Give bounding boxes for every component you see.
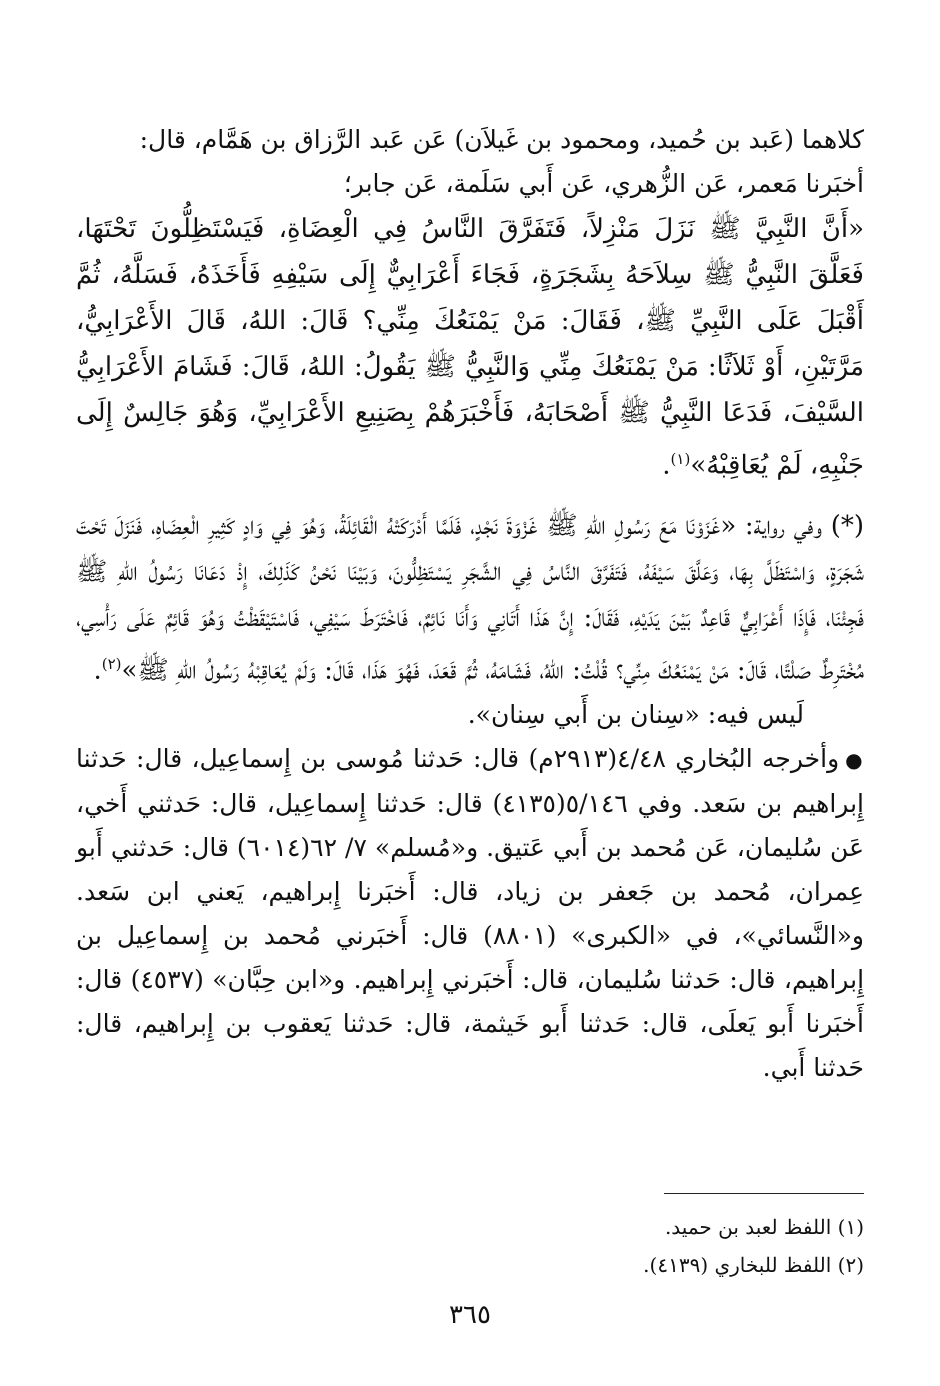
takhrij-paragraph	[76, 737, 864, 1090]
hadith-2-text: (*) وفي رواية: «غَزَوْنَا مَعَ رَسُولِ اللهِ ﷺ غَزْوَةَ نَجْدٍ، فَلَمَّا أَدْرَكَتْهُ الْقَائِلَةُ، وَهُوَ فِي وَادٍ كَثِيرِ الْعِضَاهِ، فَنَزَلَ تَحْتَ شَجَرَةٍ، وَاسْتَظَلَّ بِهَا، وَعَلَّقَ سَيْفَهُ، فَتَفَرَّقَ النَّاسُ فِي الشَّجَرِ يَسْتَظِلُّونَ، وَبَيْنَا نَحْنُ كَذَلِكَ، إِذْ دَعَانَا رَسُولُ اللهِ ﷺ فَجِئْنَا، فَإِذَا أَعْرَابِيٌّ قَاعِدٌ بَيْنَ يَدَيْهِ، فَقَالَ: إِنَّ هَذَا أَتَانِي وَأَنَا نَائِمٌ، فَاخْتَرَطَ سَيْفِي، فَاسْتَيْقَظْتُ وَهُوَ قَائِمٌ عَلَى رَأْسِي، مُخْتَرِطٌ صَلْتًا، قَالَ: مَنْ يَمْنَعُكَ مِنِّي؟ قُلْتُ: اللهُ، فَشَامَهُ، ثُمَّ قَعَدَ، فَهُوَ هَذَا، قَالَ: وَلَمْ يُعَاقِبْهُ رَسُولُ اللهِ ﷺ»	[76, 510, 864, 686]
footnote-1: (١) اللفظ لعبد بن حميد.	[664, 1215, 864, 1239]
takhrij-text: وأخرجه البُخاري ٤/٤٨(٢٩١٣م) قال: حَدثنا مُوسى بن إِسماعِيل، قال: حَدثنا إِبراهيم بن سَعد. وفي ٥/١٤٦(٤١٣٥) قال: حَدثنا إِسماعِيل، قال: حَدثني أَخي، عَن سُليمان، عَن مُحمد بن أَبي عَتيق. و«مُسلم» ٧/ ٦٢(٦٠١٤) قال: حَدثني أَبو عِمران، مُحمد بن جَعفر بن زياد، قال: أَخبَرنا إِبراهيم، يَعني ابن سَعد. و«النَّسائي»، في «الكبرى» (٨٨٠١) قال: أَخبَرني مُحمد بن إِسماعِيل بن إِبراهيم، قال: حَدثنا سُليمان، قال: أَخبَرني إِبراهيم. و«ابن حِبَّان» (٤٥٣٧) قال: أَخبَرنا أَبو يَعلَى، قال: حَدثنا أَبو خَيثمة، قال: حَدثنا يَعقوب بن إِبراهيم، قال: حَدثنا أَبي.	[76, 744, 865, 1083]
main-text	[76, 118, 864, 1090]
footnote-ref-2: (٢)	[101, 654, 122, 673]
hadith-2-end: .	[93, 655, 102, 686]
page-number: ٣٦٥	[449, 1300, 491, 1330]
footnotes	[76, 1208, 864, 1284]
isnad-line-2: أخبَرنا مَعمر، عَن الزُّهري، عَن أَبي سَلَمة، عَن جابر؛	[343, 169, 864, 198]
hadith-2	[76, 503, 864, 694]
footnote-ref-1: (١)	[670, 450, 691, 468]
absence-note: لَيس فيه: «سِنان بن أَبي سِنان».	[467, 700, 804, 730]
hadith-1-text: «أَنَّ النَّبِيَّ ﷺ نَزَلَ مَنْزِلاً، فَتَفَرَّقَ النَّاسُ فِي الْعِضَاةِ، فَيَسْتَظِلُّونَ تَحْتَهَا، فَعَلَّقَ النَّبِيُّ ﷺ سِلاَحَهُ بِشَجَرَةٍ، فَجَاءَ أَعْرَابِيٌّ إِلَى سَيْفِهِ فَأَخَذَهُ، فَسَلَّهُ، ثُمَّ أَقْبَلَ عَلَى النَّبِيِّ ﷺ، فَقَالَ: مَنْ يَمْنَعُكَ مِنِّي؟ قَالَ: اللهُ، قَالَ الأَعْرَابِيُّ، مَرَّتَيْنِ، أَوْ ثَلاَثًا: مَنْ يَمْنَعُكَ مِنِّي وَالنَّبِيُّ ﷺ يَقُولُ: اللهُ، قَالَ: فَشَامَ الأَعْرَابِيُّ السَّيْفَ، فَدَعَا النَّبِيُّ ﷺ أَصْحَابَهُ، فَأَخْبَرَهُمْ بِصَنِيعِ الأَعْرَابِيِّ، وَهُوَ جَالِسٌ إِلَى جَنْبِهِ، لَمْ يُعَاقِبْهُ»	[76, 214, 864, 481]
hadith-1-end: .	[662, 450, 671, 481]
footnote-2: (٢) اللفظ للبخاري (٤١٣٩).	[643, 1253, 864, 1277]
footnote-divider	[664, 1193, 864, 1194]
hadith-1	[76, 206, 864, 489]
bullet-icon: ●	[845, 748, 864, 773]
isnad-line-1: كلاهما (عَبد بن حُميد، ومحمود بن غَيلاَن) عَن عَبد الرَّزاق بن هَمَّام، قال:	[139, 125, 864, 154]
